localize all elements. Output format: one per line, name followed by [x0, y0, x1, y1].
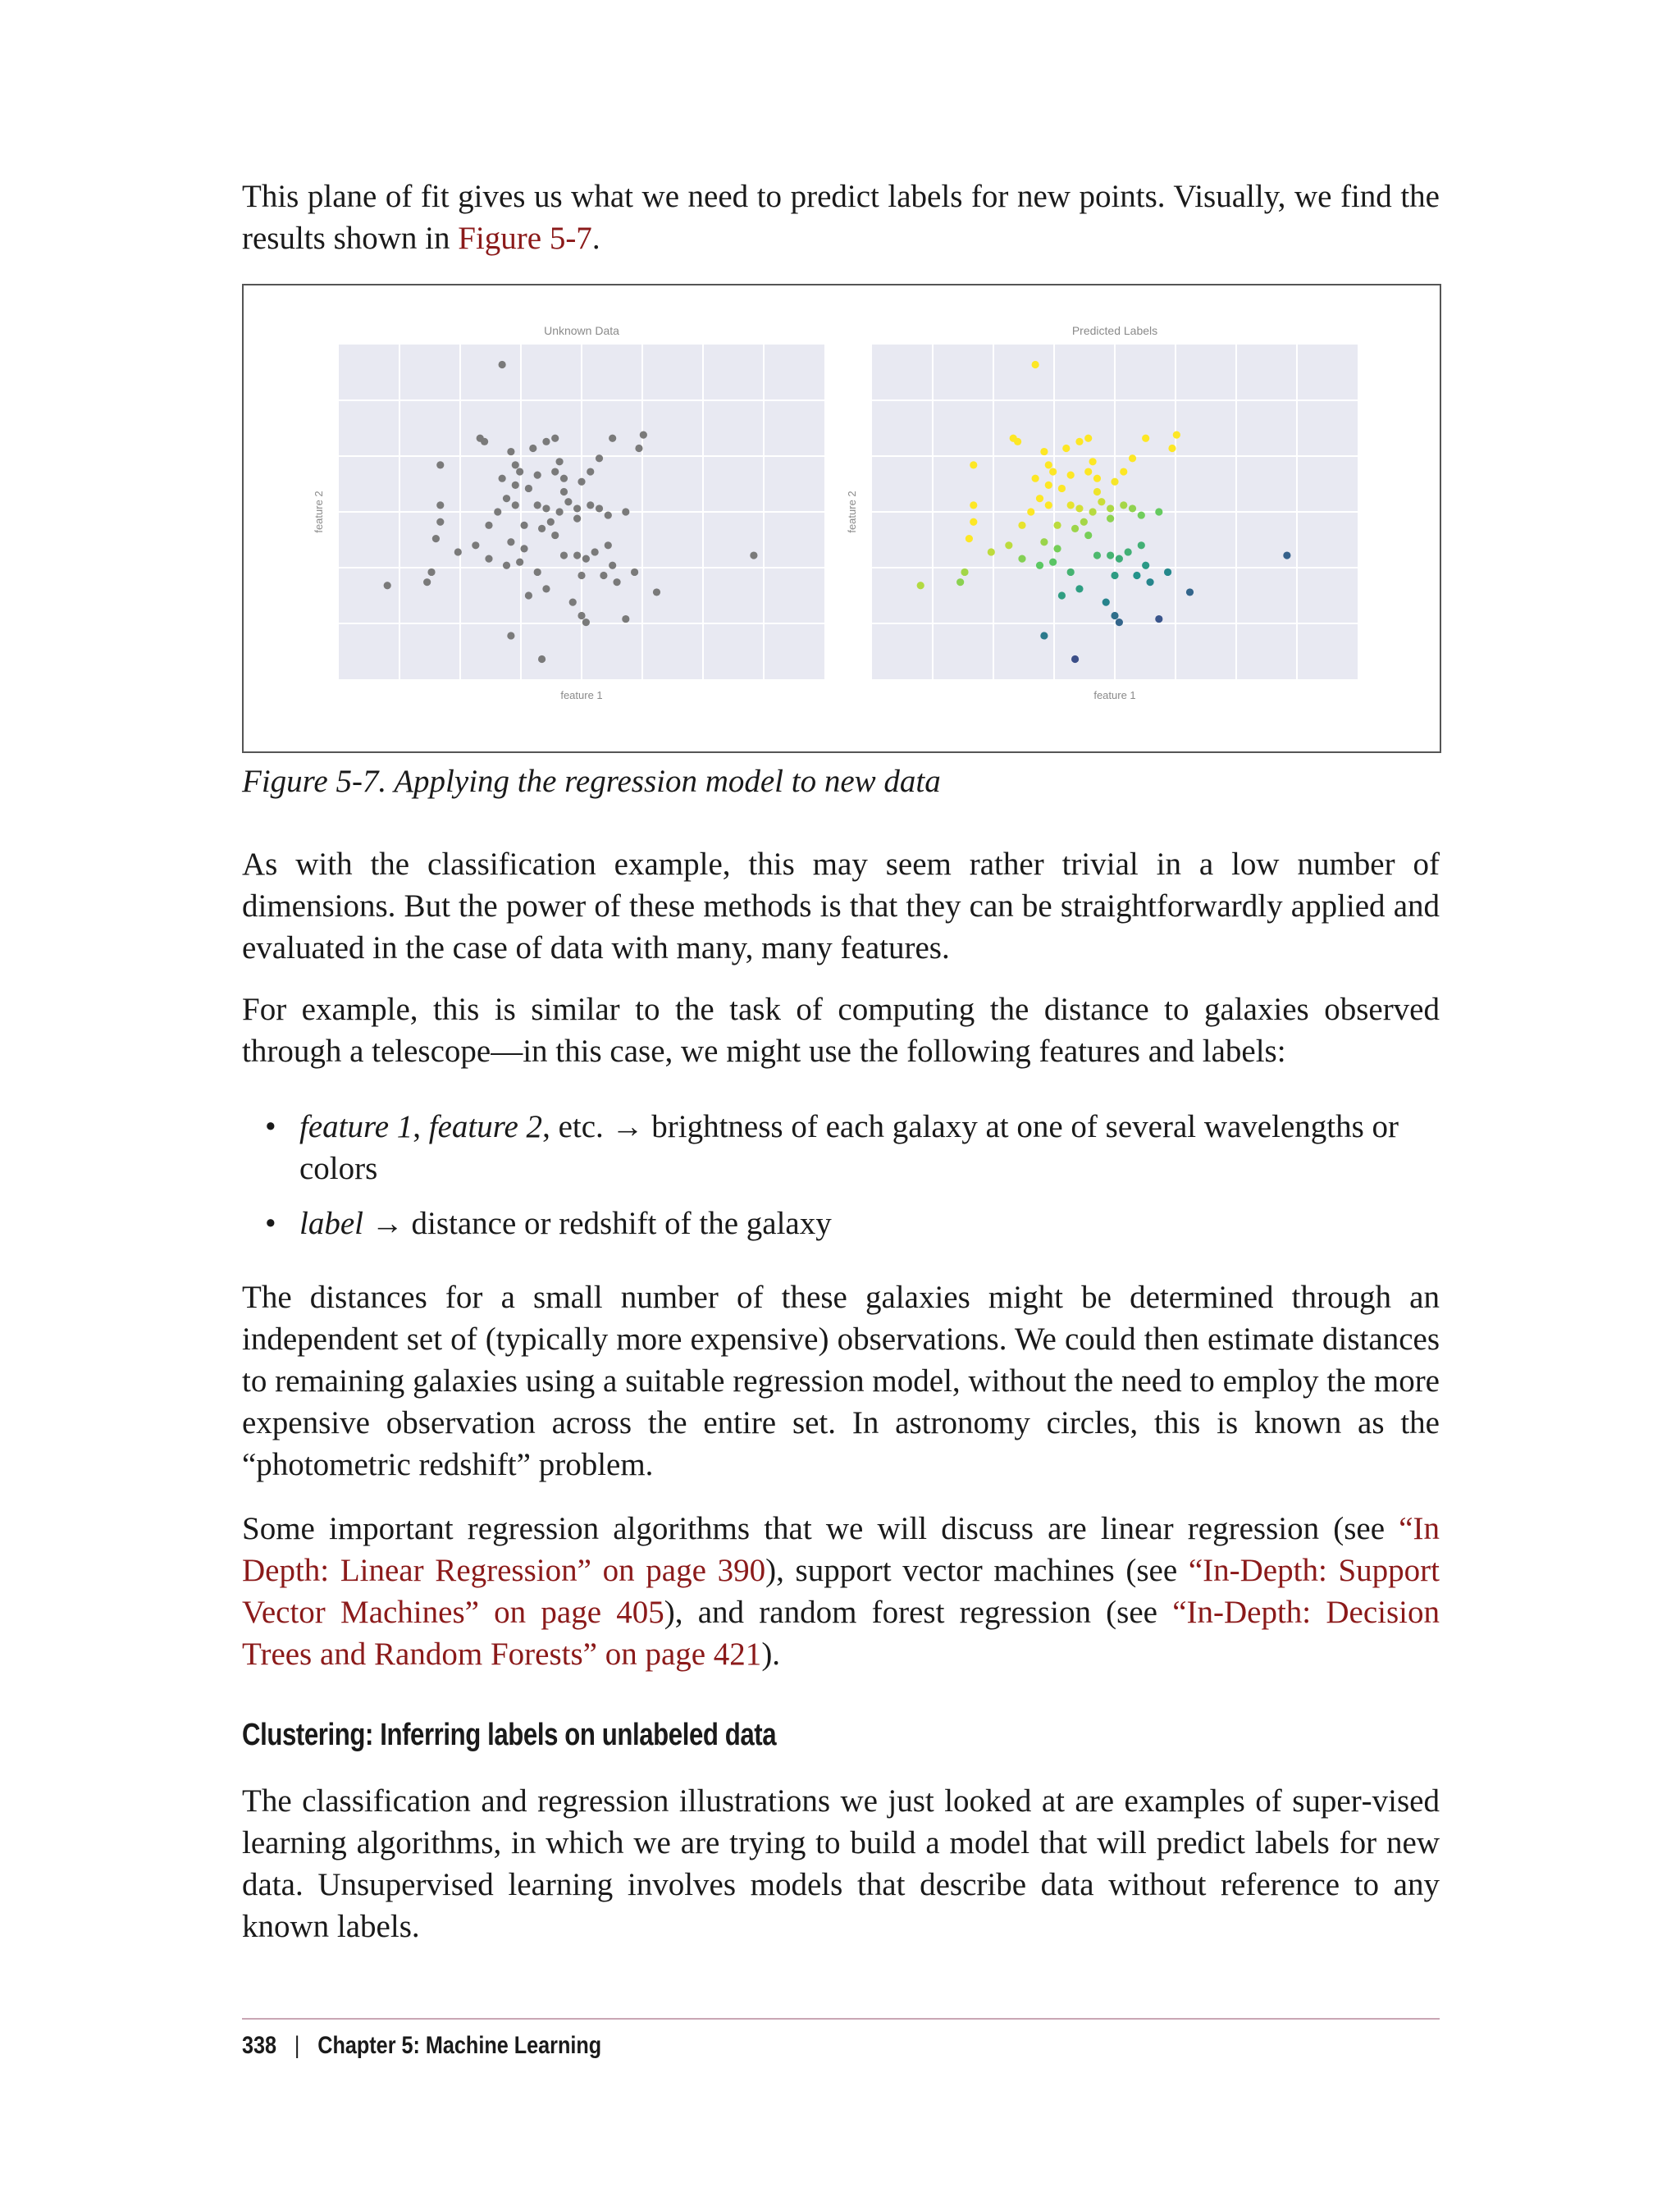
data-point [525, 591, 532, 599]
paragraph-intro-end: . [591, 221, 600, 256]
chart-title: Unknown Data [544, 324, 619, 337]
data-point [1071, 525, 1079, 532]
data-point [917, 582, 924, 589]
paragraph-unsupervised: The classification and regression illustrations we just looked at are examples of super‐vised learning algorithms, in which we are trying to build a model that will predict labels for new data. Unsupervised learning involves models that describe data without reference to any known labels. [242, 1783, 1440, 1944]
data-point [560, 488, 568, 495]
data-point [1129, 504, 1136, 512]
data-point [1098, 498, 1105, 505]
data-point [1027, 508, 1034, 515]
paragraph-galaxies: For example, this is similar to the task of computing the distance to galaxies observed through a telescope—in this case, we might use the following features and labels: [242, 992, 1440, 1069]
data-point [1111, 478, 1118, 486]
data-point [525, 485, 532, 492]
data-point [1111, 612, 1118, 619]
page-number: 338 [242, 2032, 277, 2059]
paragraph-photometric: The distances for a small number of these galaxies might be determined through an independent set of (typically more expensive) observations. We could then estimate distances to remaining galaxies using a suitable regression model, without the need to employ the more expensive observation across the entire set. In astronomy circles, this is known as the “photometric redshift” problem. [242, 1280, 1440, 1482]
data-point [1067, 501, 1075, 509]
data-point [520, 522, 527, 529]
data-point [1032, 475, 1039, 482]
data-point [653, 588, 660, 596]
data-point [534, 501, 541, 509]
data-point [1053, 522, 1061, 529]
y-axis-label: feature 2 [846, 491, 858, 533]
data-point [1075, 585, 1083, 592]
data-point [1142, 435, 1149, 442]
data-point [970, 501, 977, 509]
data-point [1093, 488, 1101, 495]
data-point [582, 619, 590, 626]
link-random-forests[interactable]: “In-Depth: Decision Trees and Random Forests” on page 421 [242, 1595, 1440, 1672]
paragraph-algorithms [242, 1508, 1440, 1675]
data-point [1018, 555, 1025, 563]
data-point [622, 615, 629, 623]
data-point [1111, 572, 1118, 579]
figure-caption: Figure 5-7. Applying the regression model to new data [242, 764, 941, 799]
data-point [512, 461, 519, 468]
data-point [1155, 508, 1162, 515]
data-point [436, 461, 444, 468]
data-point [956, 578, 964, 586]
data-point [436, 501, 444, 509]
data-point [507, 448, 514, 455]
data-point [1093, 475, 1101, 482]
data-point [1089, 508, 1096, 515]
data-point [605, 511, 612, 518]
data-point [1138, 541, 1145, 549]
data-point [1045, 482, 1052, 489]
data-point [587, 501, 594, 509]
data-point [512, 501, 519, 509]
data-point [1058, 485, 1066, 492]
data-point [534, 568, 541, 576]
data-point [1164, 568, 1171, 576]
data-point [622, 508, 629, 515]
data-point [538, 655, 546, 663]
data-point [578, 478, 585, 486]
data-point [587, 468, 594, 475]
list-item-term: feature 1 [299, 1109, 413, 1144]
data-point [427, 568, 435, 576]
data-point [635, 445, 642, 452]
data-point [1186, 588, 1194, 596]
data-point [555, 508, 563, 515]
data-point [542, 504, 550, 512]
data-point [1040, 538, 1048, 546]
data-point [384, 582, 391, 589]
data-point [560, 551, 568, 559]
data-point [573, 515, 581, 523]
data-point [970, 461, 977, 468]
list-item [242, 1106, 1440, 1189]
data-point [1116, 555, 1123, 563]
data-point [1107, 504, 1114, 512]
data-point [503, 562, 510, 569]
data-point [1084, 468, 1092, 475]
list-item-term: feature 2 [428, 1109, 543, 1144]
data-point [961, 568, 968, 576]
data-point [591, 548, 599, 555]
paragraph-intro-text: This plane of fit gives us what we need to predict labels for new points. Visually, we find the results shown in [242, 179, 1440, 256]
chart-predicted-labels [846, 324, 1358, 701]
data-point [1084, 532, 1092, 539]
data-point [551, 435, 559, 442]
list-item-term: label [299, 1206, 363, 1241]
data-point [573, 504, 581, 512]
data-point [423, 578, 431, 586]
data-point [750, 551, 757, 559]
paragraph-dimensions: As with the classification example, this may seem rather trivial in a low number of dimensions. But the power of these methods is that they can be straightforwardly applied and evaluated in the case of data with many, many features. [242, 847, 1440, 966]
data-point [600, 572, 607, 579]
footer-divider [242, 2018, 1440, 2020]
data-point [1062, 445, 1070, 452]
list-item-sep: , [413, 1109, 429, 1144]
data-point [1040, 632, 1048, 639]
data-point [578, 612, 585, 619]
data-point [516, 468, 523, 475]
data-point [1075, 504, 1083, 512]
data-point [596, 504, 603, 512]
data-point [436, 518, 444, 526]
data-point [1116, 619, 1123, 626]
data-point [1018, 522, 1025, 529]
figure-link[interactable]: Figure 5-7 [458, 221, 592, 256]
paragraph-algorithms-text: ), support vector machines (see [765, 1553, 1189, 1588]
chart-title: Predicted Labels [1071, 324, 1158, 337]
footer-separator: | [294, 2032, 300, 2059]
data-point [481, 438, 488, 445]
data-point [1005, 541, 1012, 549]
data-point [1173, 431, 1180, 439]
data-point [1049, 468, 1057, 475]
data-point [499, 475, 506, 482]
link-linear-regression[interactable]: “In Depth: Linear Regression” on page 390 [242, 1511, 1440, 1588]
paragraph-intro [242, 176, 1440, 259]
data-point [582, 555, 590, 563]
y-axis-label: feature 2 [313, 491, 325, 533]
data-point [507, 538, 514, 546]
data-point [534, 472, 541, 479]
data-point [1045, 501, 1052, 509]
data-point [1142, 562, 1149, 569]
data-point [1138, 511, 1145, 518]
figure-svg [244, 285, 1440, 751]
data-point [551, 532, 559, 539]
data-point [1040, 448, 1048, 455]
data-point [1036, 495, 1043, 502]
feature-list [242, 1106, 1440, 1244]
data-point [1168, 445, 1176, 452]
data-point [569, 599, 577, 606]
section-heading: Clustering: Inferring labels on unlabeled data [242, 1718, 777, 1752]
data-point [507, 632, 514, 639]
data-point [503, 495, 510, 502]
data-point [573, 551, 581, 559]
data-point [1102, 599, 1110, 606]
data-point [1120, 468, 1127, 475]
data-point [640, 431, 647, 439]
data-point [1036, 562, 1043, 569]
data-point [605, 541, 612, 549]
data-point [1146, 578, 1153, 586]
data-point [613, 578, 620, 586]
figure-5-7 [242, 284, 1441, 753]
data-point [1032, 361, 1039, 368]
data-point [555, 458, 563, 465]
data-point [1045, 461, 1052, 468]
data-point [1107, 515, 1114, 523]
data-point [529, 445, 536, 452]
paragraph-algorithms-text: ). [761, 1637, 781, 1672]
data-point [485, 522, 492, 529]
list-item-text: → distance or redshift of the galaxy [363, 1206, 832, 1241]
page-footer [242, 2029, 601, 2062]
data-point [494, 508, 501, 515]
data-point [551, 468, 559, 475]
data-point [1058, 591, 1066, 599]
data-point [1089, 458, 1096, 465]
data-point [1133, 572, 1140, 579]
data-point [609, 562, 616, 569]
data-point [1067, 472, 1075, 479]
data-point [564, 498, 572, 505]
chart-unknown-data [313, 324, 824, 701]
data-point [1049, 559, 1057, 566]
data-point [1125, 548, 1132, 555]
data-point [454, 548, 462, 555]
data-point [472, 541, 479, 549]
data-point [520, 545, 527, 552]
chapter-title: Chapter 5: Machine Learning [317, 2032, 602, 2059]
data-point [542, 585, 550, 592]
data-point [988, 548, 995, 555]
data-point [542, 438, 550, 445]
data-point [1093, 551, 1101, 559]
data-point [970, 518, 977, 526]
data-point [1067, 568, 1075, 576]
data-point [596, 454, 603, 462]
data-point [432, 535, 440, 542]
data-point [547, 518, 555, 526]
list-item [242, 1203, 1440, 1244]
paragraph-algorithms-text: ), and random forest regression (see [664, 1595, 1173, 1630]
link-svm[interactable]: “In-Depth: Support Vector Machines” on page 405 [242, 1553, 1440, 1630]
data-point [1129, 454, 1136, 462]
data-point [1080, 518, 1088, 526]
data-point [516, 559, 523, 566]
x-axis-label: feature 1 [1093, 689, 1136, 701]
data-point [538, 525, 546, 532]
data-point [1071, 655, 1079, 663]
data-point [1014, 438, 1021, 445]
data-point [609, 435, 616, 442]
data-point [485, 555, 492, 563]
x-axis-label: feature 1 [560, 689, 603, 701]
list-item-text: , etc. → brightness of each galaxy at one of several wavelengths or colors [299, 1109, 1399, 1186]
data-point [578, 572, 585, 579]
data-point [1120, 501, 1127, 509]
paragraph-algorithms-text: Some important regression algorithms that we will discuss are linear regression (see [242, 1511, 1399, 1546]
data-point [1075, 438, 1083, 445]
data-point [512, 482, 519, 489]
data-point [966, 535, 973, 542]
data-point [1107, 551, 1114, 559]
data-point [1155, 615, 1162, 623]
data-point [560, 475, 568, 482]
data-point [499, 361, 506, 368]
data-point [1053, 545, 1061, 552]
data-point [631, 568, 638, 576]
data-point [1084, 435, 1092, 442]
data-point [1283, 551, 1290, 559]
